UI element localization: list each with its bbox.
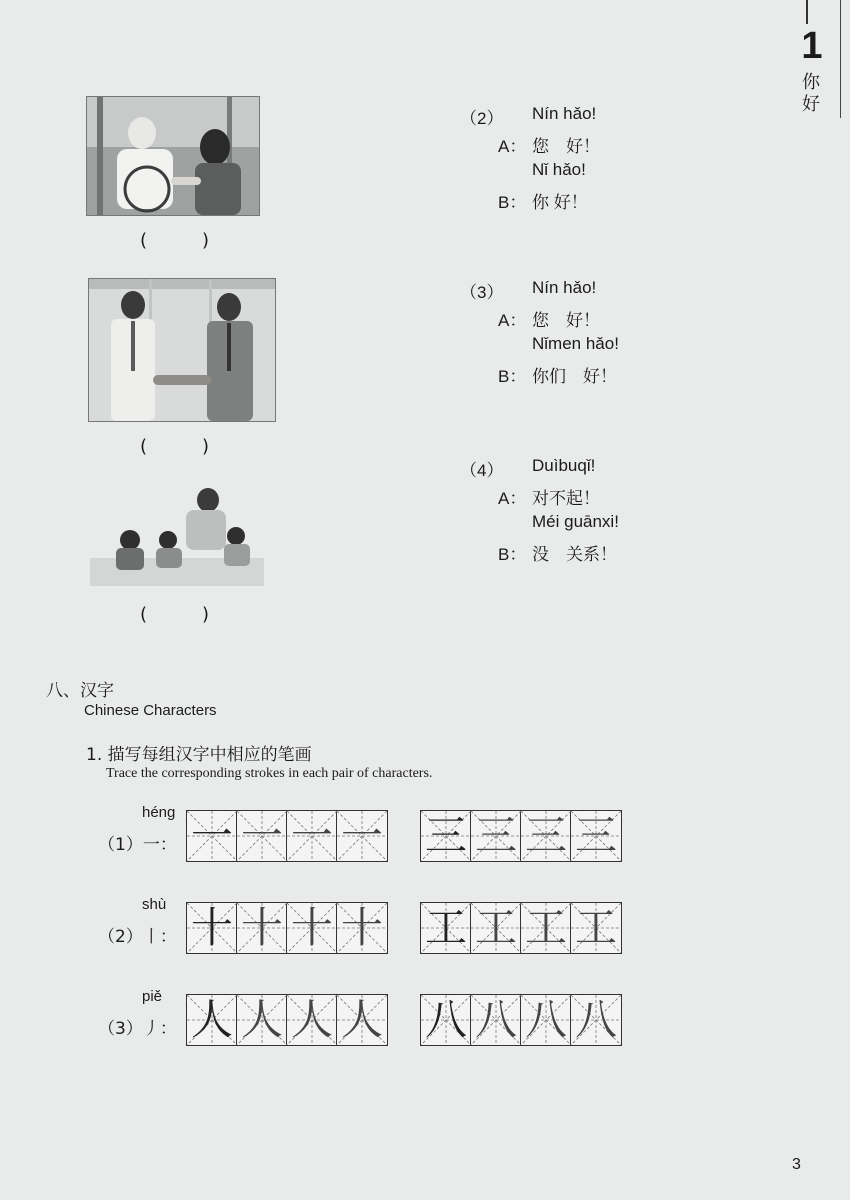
tracing-character: 十 <box>290 903 333 952</box>
dialogue-pinyin: Nǐ hǎo! <box>532 160 586 179</box>
dialogue-number: （2） <box>460 109 504 128</box>
stroke-label: （2）丨： <box>98 927 177 947</box>
dialogue-pinyin: Nǐmen hǎo! <box>532 334 619 353</box>
dialogue-2 <box>460 104 660 214</box>
dialogue-pinyin: Nín hǎo! <box>532 278 597 297</box>
answer-paren-right: ) <box>202 230 210 251</box>
tracing-character: 三 <box>424 811 467 860</box>
tracing-grid-right <box>420 994 622 1046</box>
tracing-cell[interactable] <box>187 995 237 1045</box>
tracing-character: 三 <box>574 811 617 860</box>
tracing-cell[interactable] <box>287 995 337 1045</box>
answer-paren-left: ( <box>140 230 148 251</box>
tracing-cell[interactable] <box>421 903 471 953</box>
tracing-character: 三 <box>474 811 517 860</box>
tracing-character: 八 <box>574 995 617 1044</box>
dialogue-hanzi: 你们 好！ <box>532 367 617 386</box>
dialogue-hanzi: 你 好！ <box>532 193 588 212</box>
tracing-cell[interactable] <box>187 811 237 861</box>
tracing-character: 十 <box>340 903 383 952</box>
tracing-cell[interactable] <box>237 903 287 953</box>
tracing-cell[interactable] <box>337 903 387 953</box>
tracing-character: 八 <box>424 995 467 1044</box>
tracing-grid-right <box>420 810 622 862</box>
tracing-cell[interactable] <box>521 995 571 1045</box>
dialogue-number: （3） <box>460 283 504 302</box>
tracing-cell[interactable] <box>287 811 337 861</box>
tracing-cell[interactable] <box>571 995 621 1045</box>
tracing-character: 十 <box>240 903 283 952</box>
tracing-cell[interactable] <box>337 811 387 861</box>
section-title: 八、汉字 <box>46 681 114 701</box>
tracing-character: 人 <box>340 995 383 1044</box>
dialogue-pinyin: Nín hǎo! <box>532 104 597 123</box>
tab-divider <box>806 0 808 24</box>
stroke-pinyin: héng <box>142 804 176 821</box>
tracing-character: 人 <box>290 995 333 1044</box>
tracing-character: 三 <box>524 811 567 860</box>
stroke-label: （3）丿： <box>98 1019 177 1039</box>
dialogue-speaker: A： <box>498 311 527 330</box>
tracing-character: 一 <box>340 811 383 860</box>
lesson-number: 1 <box>801 25 823 67</box>
tracing-cell[interactable] <box>421 811 471 861</box>
tracing-character: 八 <box>474 995 517 1044</box>
section-subtitle: Chinese Characters <box>84 702 217 719</box>
task-subtitle: Trace the corresponding strokes in each pair of characters. <box>106 766 433 781</box>
tracing-cell[interactable] <box>421 995 471 1045</box>
stroke-label: （1）一： <box>98 835 177 855</box>
tracing-character: 十 <box>190 903 233 952</box>
page-number: 3 <box>792 1156 801 1173</box>
task-title: 1. 描写每组汉字中相应的笔画 <box>86 745 312 765</box>
tracing-cell[interactable] <box>287 903 337 953</box>
tracing-grid-left <box>186 902 388 954</box>
dialogue-hanzi: 您 好！ <box>532 311 600 330</box>
dialogue-speaker: B： <box>498 367 527 386</box>
answer-paren-left: ( <box>140 604 148 625</box>
tracing-grid-left <box>186 810 388 862</box>
dialogue-3 <box>460 278 660 388</box>
tracing-cell[interactable] <box>471 811 521 861</box>
tracing-character: 工 <box>574 903 617 952</box>
tracing-cell[interactable] <box>471 903 521 953</box>
tracing-character: 人 <box>240 995 283 1044</box>
dialogue-pinyin: Duìbuqǐ! <box>532 456 596 475</box>
dialogue-pinyin: Méi guānxi! <box>532 512 619 531</box>
tracing-character: 一 <box>240 811 283 860</box>
tracing-cell[interactable] <box>521 903 571 953</box>
tab-edge-line <box>840 0 841 118</box>
dialogue-speaker: B： <box>498 193 527 212</box>
answer-paren-right: ) <box>202 436 210 457</box>
dialogue-hanzi: 对不起！ <box>532 489 600 508</box>
tracing-cell[interactable] <box>471 995 521 1045</box>
tracing-cell[interactable] <box>571 811 621 861</box>
photo-classroom <box>90 488 264 586</box>
stroke-pinyin: shù <box>142 896 167 913</box>
tracing-cell[interactable] <box>237 811 287 861</box>
dialogue-speaker: A： <box>498 489 527 508</box>
answer-paren-right: ) <box>202 604 210 625</box>
lesson-title: 你好 <box>802 72 820 115</box>
tracing-character: 工 <box>424 903 467 952</box>
dialogue-number: （4） <box>460 461 504 480</box>
tracing-character: 工 <box>524 903 567 952</box>
tracing-cell[interactable] <box>571 903 621 953</box>
tracing-cell[interactable] <box>337 995 387 1045</box>
tracing-character: 八 <box>524 995 567 1044</box>
tracing-character: 一 <box>190 811 233 860</box>
dialogue-hanzi: 您 好！ <box>532 137 600 156</box>
dialogue-4 <box>460 456 660 566</box>
tracing-character: 人 <box>190 995 233 1044</box>
tracing-grid-left <box>186 994 388 1046</box>
dialogue-hanzi: 没 关系！ <box>532 545 617 564</box>
tracing-cell[interactable] <box>187 903 237 953</box>
answer-paren-left: ( <box>140 436 148 457</box>
tracing-grid-right <box>420 902 622 954</box>
dialogue-speaker: B： <box>498 545 527 564</box>
tracing-character: 一 <box>290 811 333 860</box>
stroke-pinyin: piě <box>142 988 163 1005</box>
tracing-cell[interactable] <box>237 995 287 1045</box>
dialogue-speaker: A： <box>498 137 527 156</box>
tracing-character: 工 <box>474 903 517 952</box>
tracing-cell[interactable] <box>521 811 571 861</box>
photo-handshake <box>88 278 276 422</box>
photo-elderly-greeting <box>86 96 260 216</box>
